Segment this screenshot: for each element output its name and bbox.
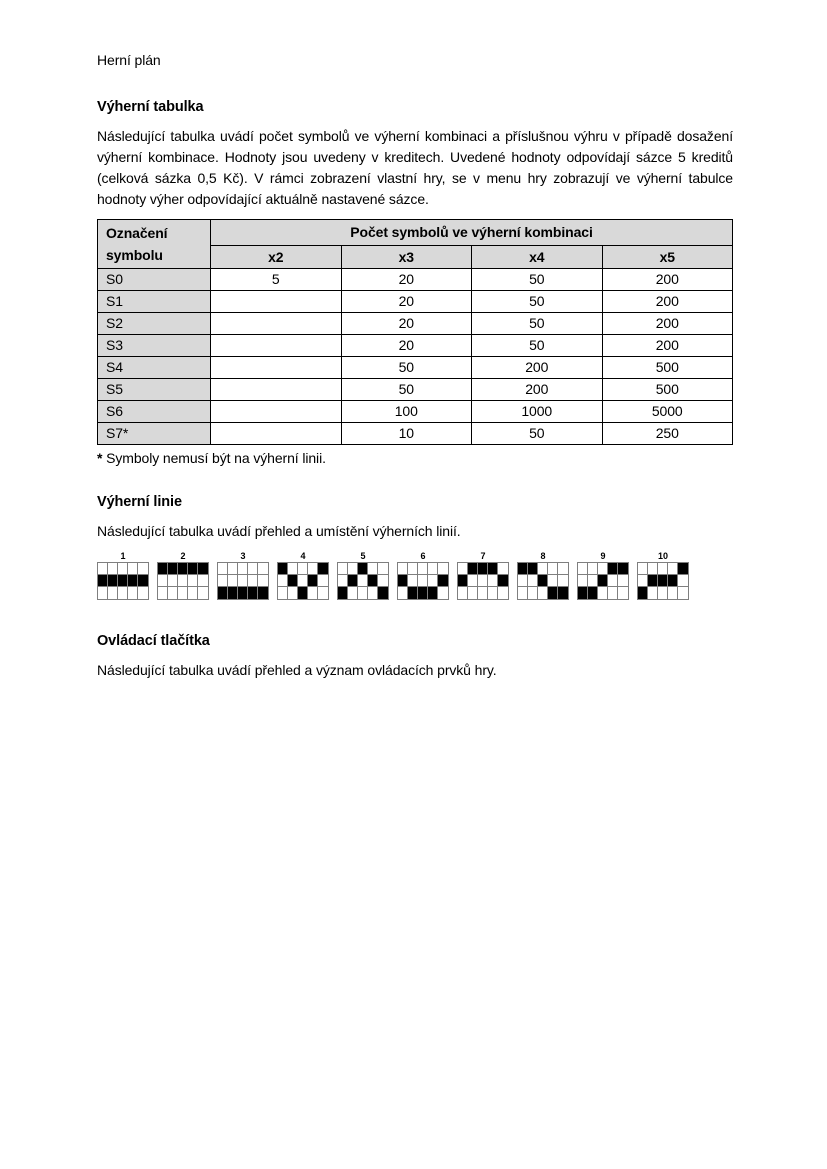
payout-value-cell: 200 [602, 291, 733, 313]
payline-cell-filled [428, 587, 438, 599]
table-row [98, 269, 733, 291]
payline-cell-filled [218, 587, 228, 599]
payline-cell-empty [278, 575, 288, 587]
payline-cell-filled [298, 587, 308, 599]
payline-cell-filled [108, 575, 118, 587]
symbol-cell: S5 [98, 379, 211, 401]
payline-cell-empty [428, 575, 438, 587]
payline-cell-filled [408, 587, 418, 599]
payline-cell-empty [298, 563, 308, 575]
payline-cell-filled [478, 563, 488, 575]
payline-cell-empty [238, 563, 248, 575]
payline-cell-empty [238, 575, 248, 587]
payout-value-cell [211, 313, 342, 335]
payline-cell-empty [488, 575, 498, 587]
payline-cell-empty [458, 587, 468, 599]
payline-cell-empty [218, 575, 228, 587]
payline-cell-empty [668, 563, 678, 575]
payline-cell-empty [408, 575, 418, 587]
payline-cell-empty [138, 587, 148, 599]
payline-cell-empty [108, 563, 118, 575]
payline-cell-empty [618, 575, 628, 587]
payline-cell-empty [318, 575, 328, 587]
payline-cell-empty [128, 587, 138, 599]
payline-grid [157, 562, 209, 600]
paylines-diagram-row [97, 551, 733, 600]
payline-cell-filled [98, 575, 108, 587]
document-title: Herní plán [97, 52, 161, 68]
payline-diagram [97, 551, 149, 600]
payline-cell-empty [398, 563, 408, 575]
payline-grid [397, 562, 449, 600]
payout-table-header-row [98, 220, 733, 246]
payline-diagram [277, 551, 329, 600]
payline-cell-empty [98, 563, 108, 575]
payout-intro-paragraph: Následující tabulka uvádí počet symbolů ve výherní kombinaci a příslušnou výhru v případě dosažení výherní kombinace. Hodnoty jsou uvedeny v kreditech. Uvedené hodnoty odpovídají sázce 5 kreditů (celková sázka 0,5 Kč). V rámci zobrazení vlastní hry, se v menu hry zobrazují ve výherní tabulce hodnoty výher odpovídající aktuálně nastavené sázce. [97, 128, 733, 207]
payline-cell-empty [558, 563, 568, 575]
payline-cell-empty [338, 575, 348, 587]
payline-cell-empty [278, 587, 288, 599]
payline-cell-empty [678, 575, 688, 587]
payout-value-cell [211, 401, 342, 423]
payline-cell-filled [438, 575, 448, 587]
payline-grid [577, 562, 629, 600]
payline-cell-empty [368, 563, 378, 575]
payline-cell-empty [538, 563, 548, 575]
payline-cell-filled [398, 575, 408, 587]
payline-cell-empty [598, 587, 608, 599]
payline-number: 1 [120, 551, 126, 561]
payout-value-cell: 5000 [602, 401, 733, 423]
payline-cell-filled [418, 587, 428, 599]
table-row [98, 401, 733, 423]
payline-cell-empty [608, 587, 618, 599]
payline-cell-empty [658, 563, 668, 575]
payout-value-cell: 200 [602, 269, 733, 291]
payline-cell-empty [168, 575, 178, 587]
payline-cell-empty [578, 563, 588, 575]
payline-diagram [457, 551, 509, 600]
payline-cell-empty [168, 587, 178, 599]
payline-cell-empty [288, 587, 298, 599]
payline-cell-empty [638, 563, 648, 575]
payline-cell-filled [198, 563, 208, 575]
payline-cell-filled [668, 575, 678, 587]
payout-value-cell: 100 [341, 401, 472, 423]
controls-intro-paragraph: Následující tabulka uvádí přehled a význam ovládacích prvků hry. [97, 662, 497, 678]
payline-cell-empty [378, 563, 388, 575]
payline-cell-empty [308, 563, 318, 575]
payline-cell-empty [458, 563, 468, 575]
payline-cell-empty [138, 563, 148, 575]
section-heading-controls: Ovládací tlačítka [97, 633, 210, 649]
table-row [98, 357, 733, 379]
payline-cell-empty [118, 563, 128, 575]
payline-cell-empty [548, 563, 558, 575]
payline-cell-empty [198, 575, 208, 587]
paylines-intro-paragraph: Následující tabulka uvádí přehled a umístění výherních linií. [97, 523, 461, 539]
payline-cell-filled [158, 563, 168, 575]
payline-cell-empty [468, 587, 478, 599]
payout-value-cell: 50 [472, 423, 603, 445]
payline-cell-filled [488, 563, 498, 575]
payout-value-cell: 50 [472, 335, 603, 357]
payline-cell-empty [178, 587, 188, 599]
payout-value-cell: 500 [602, 379, 733, 401]
payline-diagram [337, 551, 389, 600]
payline-cell-empty [128, 563, 138, 575]
payline-cell-filled [498, 575, 508, 587]
payline-cell-empty [548, 575, 558, 587]
payline-diagram [217, 551, 269, 600]
payline-grid [337, 562, 389, 600]
payline-cell-empty [478, 575, 488, 587]
symbol-cell: S3 [98, 335, 211, 357]
payline-cell-filled [128, 575, 138, 587]
payline-cell-empty [678, 587, 688, 599]
payline-cell-filled [228, 587, 238, 599]
payline-cell-empty [358, 575, 368, 587]
payline-cell-filled [138, 575, 148, 587]
payout-value-cell: 20 [341, 335, 472, 357]
payline-cell-empty [598, 563, 608, 575]
payout-value-cell: 20 [341, 269, 472, 291]
payline-cell-empty [638, 575, 648, 587]
symbol-cell: S1 [98, 291, 211, 313]
payline-cell-filled [538, 575, 548, 587]
payline-cell-empty [158, 587, 168, 599]
payline-number: 4 [300, 551, 306, 561]
section-heading-payout-table: Výherní tabulka [97, 99, 204, 115]
payout-value-cell: 200 [602, 313, 733, 335]
payline-cell-filled [548, 587, 558, 599]
section-heading-paylines: Výherní linie [97, 494, 182, 510]
payline-cell-empty [468, 575, 478, 587]
payline-diagram [157, 551, 209, 600]
payline-grid [517, 562, 569, 600]
payline-diagram [577, 551, 629, 600]
payout-value-cell: 200 [472, 379, 603, 401]
payline-cell-filled [168, 563, 178, 575]
payline-cell-empty [588, 563, 598, 575]
payline-cell-empty [438, 563, 448, 575]
payline-cell-empty [648, 587, 658, 599]
payline-cell-filled [248, 587, 258, 599]
multiplier-column-header: x5 [602, 246, 733, 269]
payline-cell-empty [318, 587, 328, 599]
payout-value-cell [211, 335, 342, 357]
payline-cell-filled [288, 575, 298, 587]
payline-cell-empty [188, 575, 198, 587]
payline-cell-filled [618, 563, 628, 575]
payline-cell-empty [188, 587, 198, 599]
payline-number: 5 [360, 551, 366, 561]
payline-cell-empty [558, 575, 568, 587]
payline-cell-filled [118, 575, 128, 587]
payout-value-cell [211, 379, 342, 401]
payline-cell-empty [488, 587, 498, 599]
payline-cell-empty [608, 575, 618, 587]
payline-cell-filled [578, 587, 588, 599]
payline-cell-filled [528, 563, 538, 575]
payline-cell-filled [178, 563, 188, 575]
payline-cell-empty [308, 587, 318, 599]
table-row [98, 423, 733, 445]
payline-cell-empty [528, 587, 538, 599]
payline-grid [97, 562, 149, 600]
payline-cell-empty [288, 563, 298, 575]
payout-value-cell: 50 [472, 269, 603, 291]
payline-cell-empty [158, 575, 168, 587]
payline-cell-filled [658, 575, 668, 587]
payline-number: 8 [540, 551, 546, 561]
multiplier-column-header: x2 [211, 246, 342, 269]
payline-cell-empty [378, 575, 388, 587]
payout-value-cell: 250 [602, 423, 733, 445]
payline-grid [217, 562, 269, 600]
payline-cell-empty [428, 563, 438, 575]
table-footnote [97, 450, 730, 466]
symbol-cell: S7* [98, 423, 211, 445]
payline-grid [277, 562, 329, 600]
payline-cell-empty [418, 563, 428, 575]
payline-diagram [637, 551, 689, 600]
payline-cell-empty [538, 587, 548, 599]
payline-cell-empty [588, 575, 598, 587]
payline-cell-empty [348, 587, 358, 599]
payline-cell-empty [618, 587, 628, 599]
payout-value-cell: 20 [341, 291, 472, 313]
payout-value-cell: 200 [472, 357, 603, 379]
payline-cell-filled [348, 575, 358, 587]
payline-cell-empty [518, 587, 528, 599]
payline-number: 2 [180, 551, 186, 561]
payline-cell-empty [478, 587, 488, 599]
payline-cell-empty [358, 587, 368, 599]
symbol-cell: S6 [98, 401, 211, 423]
payline-cell-empty [518, 575, 528, 587]
payline-cell-empty [398, 587, 408, 599]
payline-cell-filled [368, 575, 378, 587]
payline-cell-empty [438, 587, 448, 599]
payout-value-cell: 500 [602, 357, 733, 379]
payout-value-cell: 5 [211, 269, 342, 291]
payline-cell-filled [598, 575, 608, 587]
payline-cell-empty [258, 563, 268, 575]
symbol-cell: S4 [98, 357, 211, 379]
payline-cell-filled [678, 563, 688, 575]
payline-cell-empty [348, 563, 358, 575]
table-row [98, 291, 733, 313]
payline-grid [637, 562, 689, 600]
payout-value-cell: 50 [341, 379, 472, 401]
payout-value-cell [211, 423, 342, 445]
payline-cell-empty [368, 587, 378, 599]
payline-cell-filled [458, 575, 468, 587]
symbol-cell: S2 [98, 313, 211, 335]
payline-cell-empty [578, 575, 588, 587]
symbol-column-header: Označení symbolu [98, 220, 211, 269]
symbol-count-group-header: Počet symbolů ve výherní kombinaci [211, 220, 733, 246]
payline-cell-empty [98, 587, 108, 599]
payline-cell-filled [308, 575, 318, 587]
payline-cell-empty [498, 563, 508, 575]
payline-cell-filled [378, 587, 388, 599]
payout-value-cell: 10 [341, 423, 472, 445]
symbol-cell: S0 [98, 269, 211, 291]
table-row [98, 313, 733, 335]
payline-grid [457, 562, 509, 600]
payline-cell-empty [668, 587, 678, 599]
payline-number: 9 [600, 551, 606, 561]
payline-cell-empty [408, 563, 418, 575]
payline-cell-empty [528, 575, 538, 587]
payline-cell-filled [358, 563, 368, 575]
payline-cell-empty [178, 575, 188, 587]
payline-cell-empty [648, 563, 658, 575]
payline-cell-filled [588, 587, 598, 599]
payout-value-cell: 50 [341, 357, 472, 379]
payline-cell-filled [648, 575, 658, 587]
payout-value-cell: 50 [472, 313, 603, 335]
payline-cell-empty [228, 563, 238, 575]
payout-value-cell: 200 [602, 335, 733, 357]
payline-cell-filled [338, 587, 348, 599]
payline-cell-empty [248, 563, 258, 575]
payline-cell-filled [258, 587, 268, 599]
payline-cell-empty [298, 575, 308, 587]
payline-cell-filled [468, 563, 478, 575]
payline-cell-filled [188, 563, 198, 575]
payline-cell-empty [658, 587, 668, 599]
payline-diagram [397, 551, 449, 600]
footnote-asterisk: * [97, 450, 103, 466]
footnote-text: Symboly nemusí být na výherní linii. [102, 450, 326, 466]
payline-cell-filled [518, 563, 528, 575]
payout-value-cell [211, 291, 342, 313]
payline-cell-empty [218, 563, 228, 575]
payline-cell-filled [238, 587, 248, 599]
payline-cell-filled [638, 587, 648, 599]
payline-number: 10 [657, 551, 668, 561]
payline-number: 6 [420, 551, 426, 561]
payout-value-cell: 50 [472, 291, 603, 313]
payline-number: 7 [480, 551, 486, 561]
payline-cell-filled [278, 563, 288, 575]
payline-cell-empty [418, 575, 428, 587]
payline-cell-empty [498, 587, 508, 599]
payline-cell-empty [248, 575, 258, 587]
payline-cell-empty [228, 575, 238, 587]
table-row [98, 379, 733, 401]
payout-value-cell [211, 357, 342, 379]
payline-cell-empty [338, 563, 348, 575]
payline-cell-filled [318, 563, 328, 575]
payline-cell-empty [258, 575, 268, 587]
payline-cell-filled [608, 563, 618, 575]
multiplier-column-header: x3 [341, 246, 472, 269]
payline-diagram [517, 551, 569, 600]
table-row [98, 335, 733, 357]
payline-cell-empty [108, 587, 118, 599]
payout-value-cell: 1000 [472, 401, 603, 423]
payout-value-cell: 20 [341, 313, 472, 335]
payline-cell-empty [198, 587, 208, 599]
payline-cell-empty [118, 587, 128, 599]
payline-number: 3 [240, 551, 246, 561]
payout-table [97, 219, 733, 445]
payline-cell-filled [558, 587, 568, 599]
multiplier-column-header: x4 [472, 246, 603, 269]
